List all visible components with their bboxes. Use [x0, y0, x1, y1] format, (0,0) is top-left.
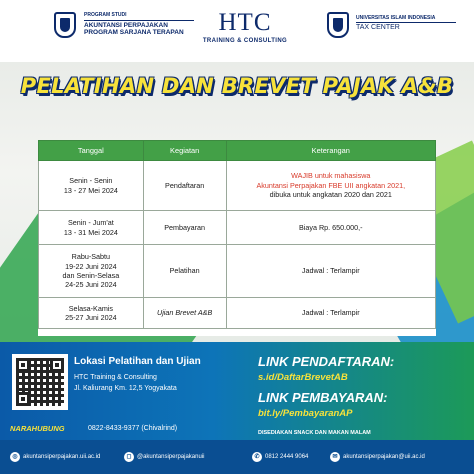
- program-label: PROGRAM STUDI: [84, 12, 127, 18]
- table-row: [39, 161, 436, 211]
- cell-tanggal: Senin - Jum'at 13 - 31 Mei 2024: [39, 211, 144, 245]
- poster-title: PELATIHAN DAN BREVET PAJAK A&B: [20, 74, 454, 98]
- register-link-heading: LINK PENDAFTARAN:: [258, 354, 395, 369]
- schedule-table: [38, 140, 436, 329]
- cell-tanggal: Rabu-Sabtu 19-22 Juni 2024 dan Senin-Selasa 24-25 Juni 2024: [39, 245, 144, 298]
- university-name: UNIVERSITAS ISLAM INDONESIA: [356, 15, 436, 21]
- cell-kegiatan: Pendaftaran: [143, 161, 226, 211]
- column-header-tanggal: Tanggal: [39, 141, 144, 161]
- cell-keterangan: Jadwal : Terlampir: [226, 245, 435, 298]
- instagram-icon: ◻: [124, 452, 134, 462]
- contact-phone: 0822-8433-9377 (Chivalrind): [88, 425, 178, 432]
- payment-link-heading: LINK PEMBAYARAN:: [258, 390, 388, 405]
- footer: [0, 440, 474, 474]
- snack-note: DISEDIAKAN SNACK DAN MAKAN MALAM: [258, 430, 371, 436]
- globe-icon: ◎: [10, 452, 20, 462]
- cell-keterangan: Biaya Rp. 650.000,-: [226, 211, 435, 245]
- uii-logo-left: [54, 12, 76, 38]
- header: [0, 0, 474, 62]
- cell-tanggal: Selasa-Kamis 25-27 Juni 2024: [39, 298, 144, 329]
- cell-kegiatan: Pembayaran: [143, 211, 226, 245]
- location-venue: HTC Training & Consulting: [74, 374, 157, 381]
- location-address: Jl. Kaliurang Km. 12,5 Yogyakata: [74, 385, 177, 392]
- uii-logo-right: [327, 12, 349, 38]
- contact-label: NARAHUBUNG: [10, 424, 65, 433]
- qr-code: [12, 354, 68, 410]
- footer-phone[interactable]: ✆ 0812 2444 9064: [252, 452, 308, 462]
- cell-tanggal: Senin - Senin 13 - 27 Mei 2024: [39, 161, 144, 211]
- cell-kegiatan: Pelatihan: [143, 245, 226, 298]
- cell-keterangan: Jadwal : Terlampir: [226, 298, 435, 329]
- university-block: [356, 15, 456, 32]
- htc-logo-subtitle: TRAINING & CONSULTING: [202, 38, 288, 44]
- payment-link[interactable]: bit.ly/PembayaranAP: [258, 408, 353, 419]
- htc-logo-mark: HTC: [218, 9, 272, 36]
- footer-instagram[interactable]: ◻ @akuntansiperpajakanuii: [124, 452, 204, 462]
- tax-center-label: TAX CENTER: [356, 22, 456, 32]
- column-header-keterangan: Keterangan: [226, 141, 435, 161]
- schedule-table-card: [38, 140, 436, 336]
- email-icon: ✉: [330, 452, 340, 462]
- program-name: AKUNTANSI PERPAJAKAN: [84, 20, 194, 29]
- register-link[interactable]: s.id/DaftarBrevetAB: [258, 372, 348, 383]
- table-row: [39, 245, 436, 298]
- cell-keterangan: WAJIB untuk mahasiswa Akuntansi Perpajakan FBE UII angkatan 2021, dibuka untuk angkatan 2020 dan 2021: [226, 161, 435, 211]
- footer-website[interactable]: ◎ akuntansiperpajakan.uii.ac.id: [10, 452, 100, 462]
- program-level: PROGRAM SARJANA TERAPAN: [84, 29, 184, 37]
- htc-logo: [195, 10, 295, 44]
- footer-email[interactable]: ✉ akuntansiperpajakan@uii.ac.id: [330, 452, 425, 462]
- location-title: Lokasi Pelatihan dan Ujian: [74, 356, 201, 367]
- cell-kegiatan: Ujian Brevet A&B: [143, 298, 226, 329]
- whatsapp-icon: ✆: [252, 452, 262, 462]
- table-row: [39, 298, 436, 329]
- table-row: [39, 211, 436, 245]
- program-studi-block: [84, 13, 194, 37]
- column-header-kegiatan: Kegiatan: [143, 141, 226, 161]
